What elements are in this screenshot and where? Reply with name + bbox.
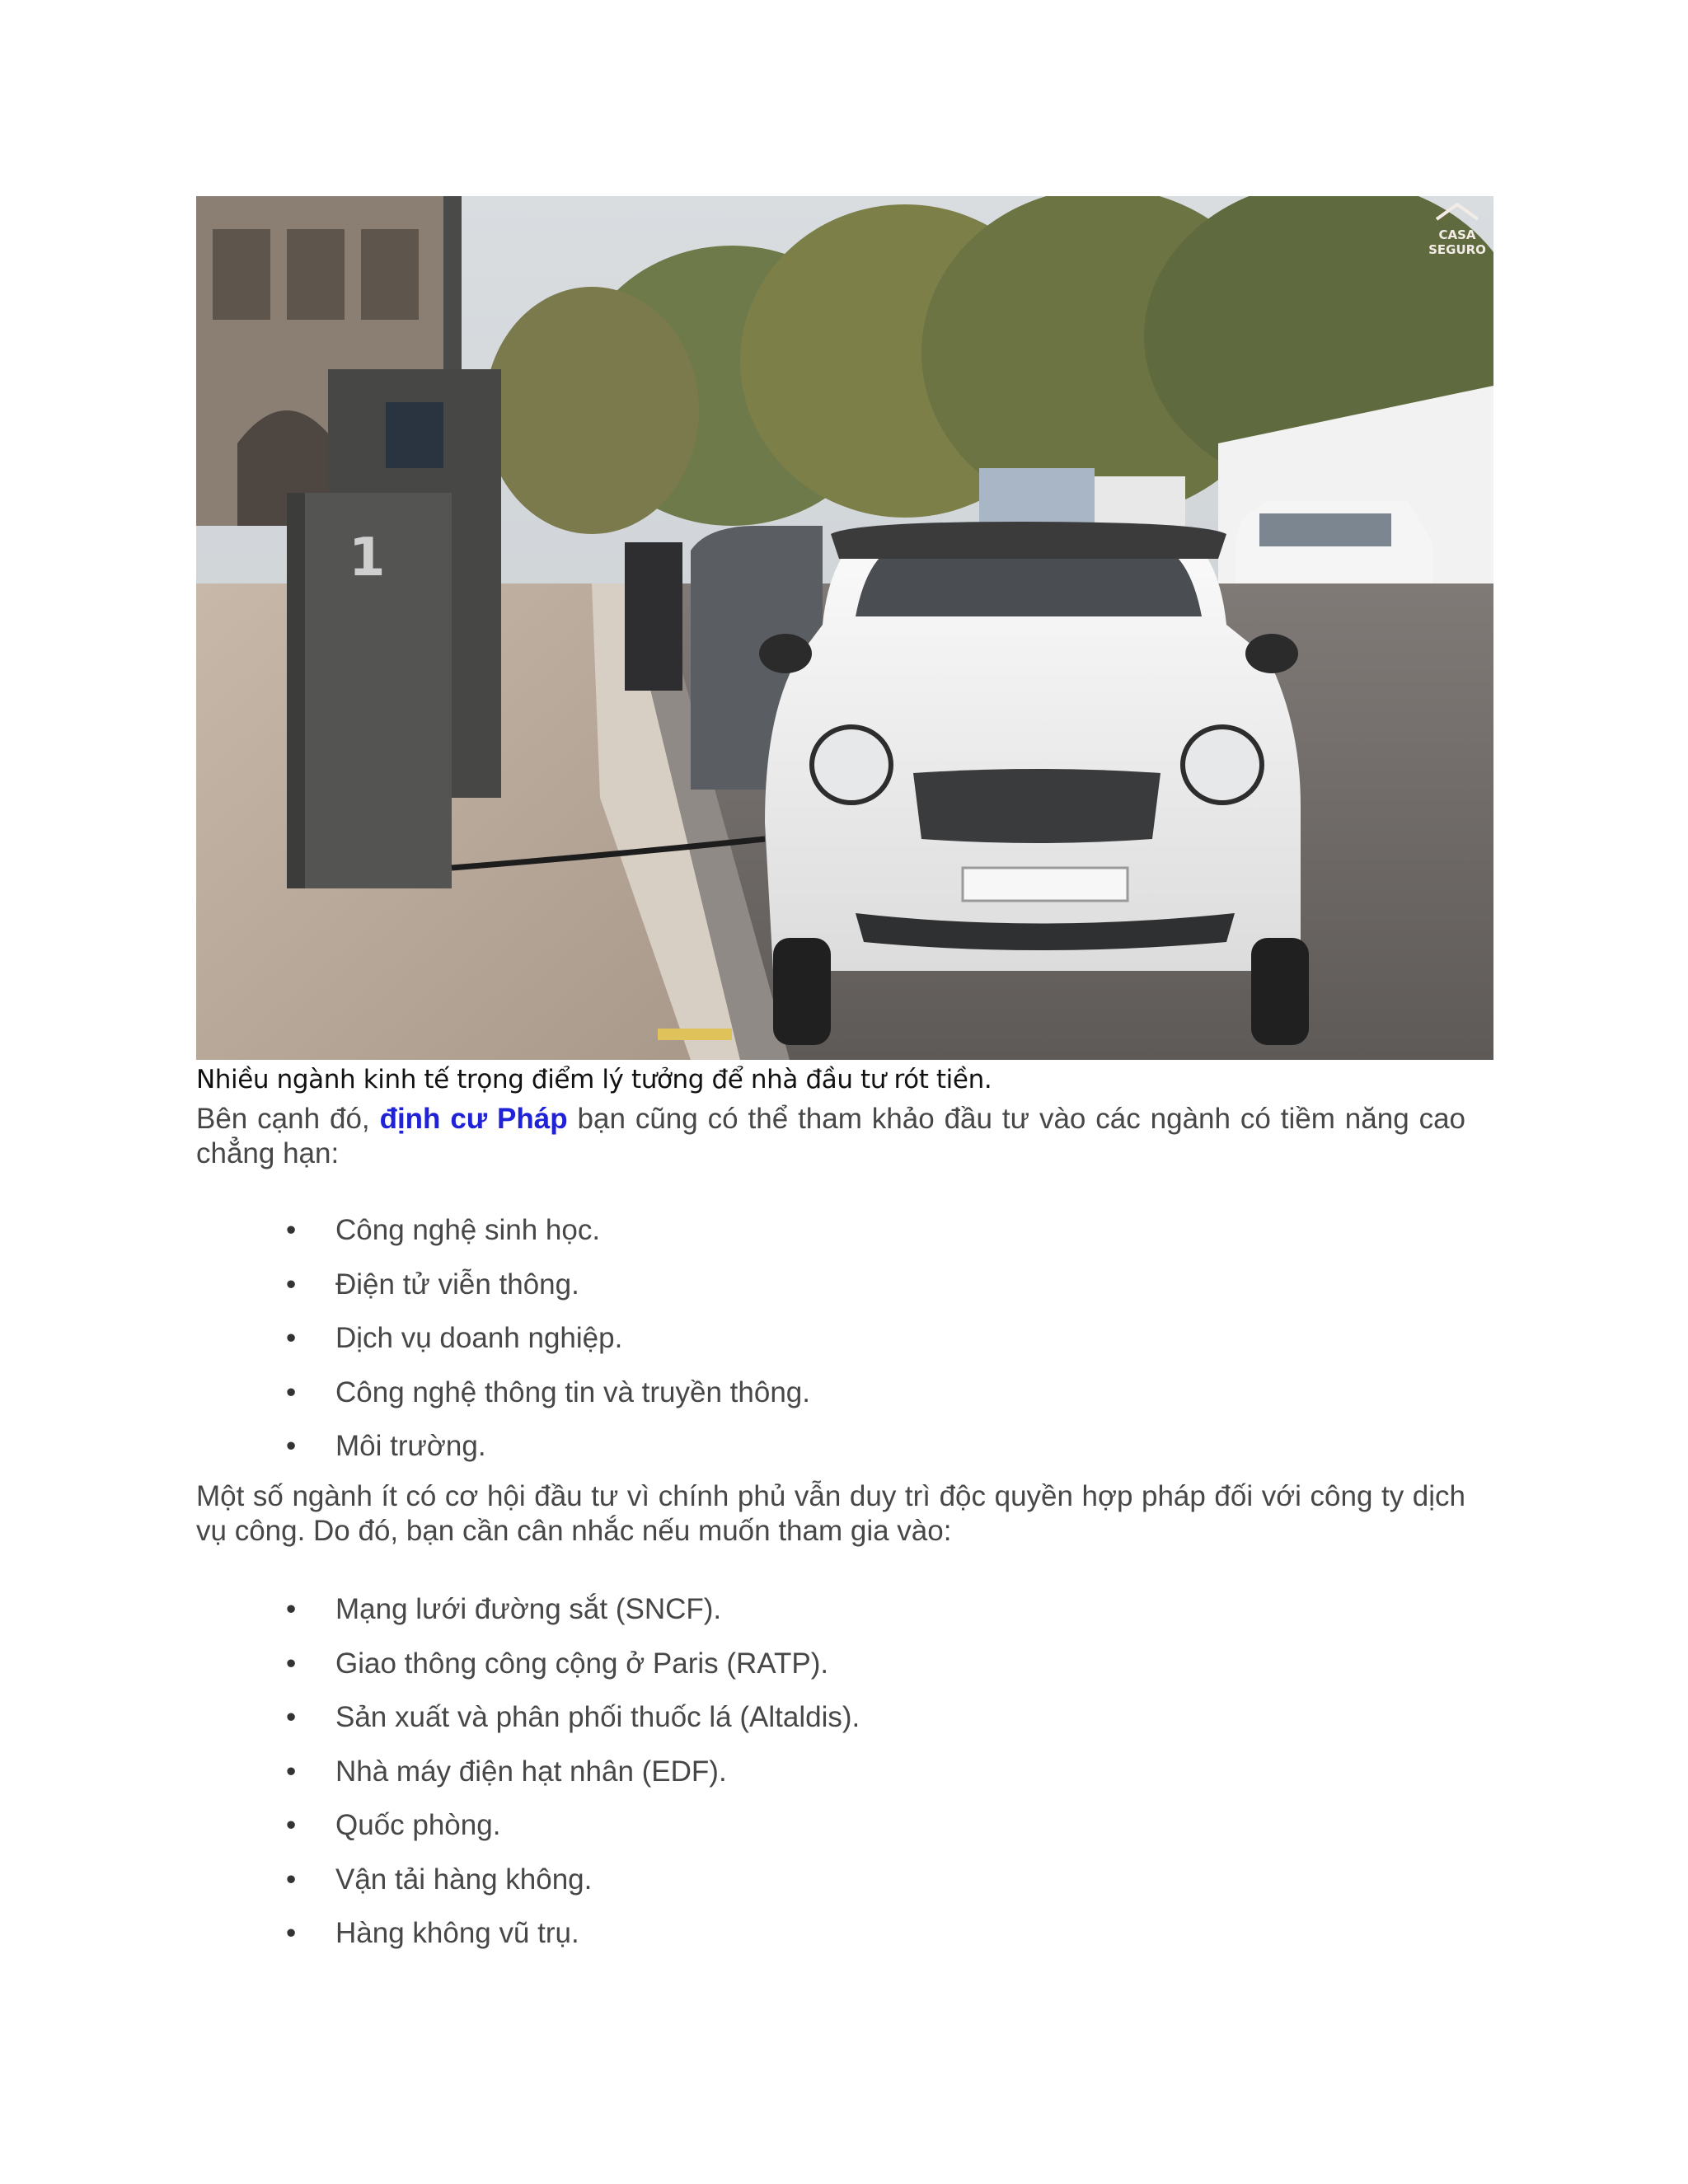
bullet-icon: • bbox=[286, 1701, 297, 1733]
list-item-text: Nhà máy điện hạt nhân (EDF). bbox=[335, 1755, 727, 1788]
monopoly-paragraph: Một số ngành ít có cơ hội đầu tư vì chính phủ vẫn duy trì độc quyền hợp pháp đối với công ty dịch vụ công. Do đó, bạn cần cân nhắc nếu muốn tham gia vào: bbox=[196, 1480, 1465, 1547]
list-item-text: Công nghệ thông tin và truyền thông. bbox=[335, 1376, 810, 1408]
watermark-line2: SEGURO bbox=[1428, 242, 1486, 257]
list-item-text: Mạng lưới đường sắt (SNCF). bbox=[335, 1593, 722, 1625]
bullet-icon: • bbox=[286, 1917, 297, 1949]
intro-text-after-link: bạn cũng có thể tham khảo đầu tư vào các ngành có tiềm năng cao chẳng hạn: bbox=[196, 1103, 1465, 1169]
bullet-icon: • bbox=[286, 1863, 297, 1896]
bullet-icon: • bbox=[286, 1755, 297, 1788]
watermark-line1: CASA bbox=[1438, 227, 1476, 242]
list-item-text: Dịch vụ doanh nghiệp. bbox=[335, 1322, 623, 1354]
bullet-icon: • bbox=[286, 1376, 297, 1408]
list-item-text: Sản xuất và phân phối thuốc lá (Altaldis). bbox=[335, 1701, 860, 1733]
list-item-text: Môi trường. bbox=[335, 1430, 486, 1462]
bullet-icon: • bbox=[286, 1593, 297, 1625]
list-item-text: Hàng không vũ trụ. bbox=[335, 1917, 579, 1949]
bullet-icon: • bbox=[286, 1268, 297, 1301]
photo-illustration bbox=[196, 196, 1493, 1060]
bullet-icon: • bbox=[286, 1809, 297, 1841]
photo-caption: Nhiều ngành kinh tế trọng điểm lý tưởng để nhà đầu tư rót tiền. bbox=[196, 1065, 992, 1094]
dinh-cu-phap-link[interactable]: định cư Pháp bbox=[379, 1103, 568, 1135]
intro-paragraph bbox=[196, 1102, 1465, 1171]
bullet-icon: • bbox=[286, 1647, 297, 1680]
list-item-text: Vận tải hàng không. bbox=[335, 1863, 593, 1896]
list-item-text: Công nghệ sinh học. bbox=[335, 1214, 601, 1246]
bullet-icon: • bbox=[286, 1430, 297, 1462]
intro-text-before-link: Bên cạnh đó, bbox=[196, 1103, 380, 1135]
list-item-text: Giao thông công cộng ở Paris (RATP). bbox=[335, 1647, 829, 1680]
list-item-text: Điện tử viễn thông. bbox=[335, 1268, 579, 1301]
ev-charging-photo bbox=[196, 196, 1493, 1060]
list-item-text: Quốc phòng. bbox=[335, 1809, 501, 1841]
bullet-icon: • bbox=[286, 1322, 297, 1354]
charger-number: 1 bbox=[349, 527, 386, 588]
bullet-icon: • bbox=[286, 1214, 297, 1246]
